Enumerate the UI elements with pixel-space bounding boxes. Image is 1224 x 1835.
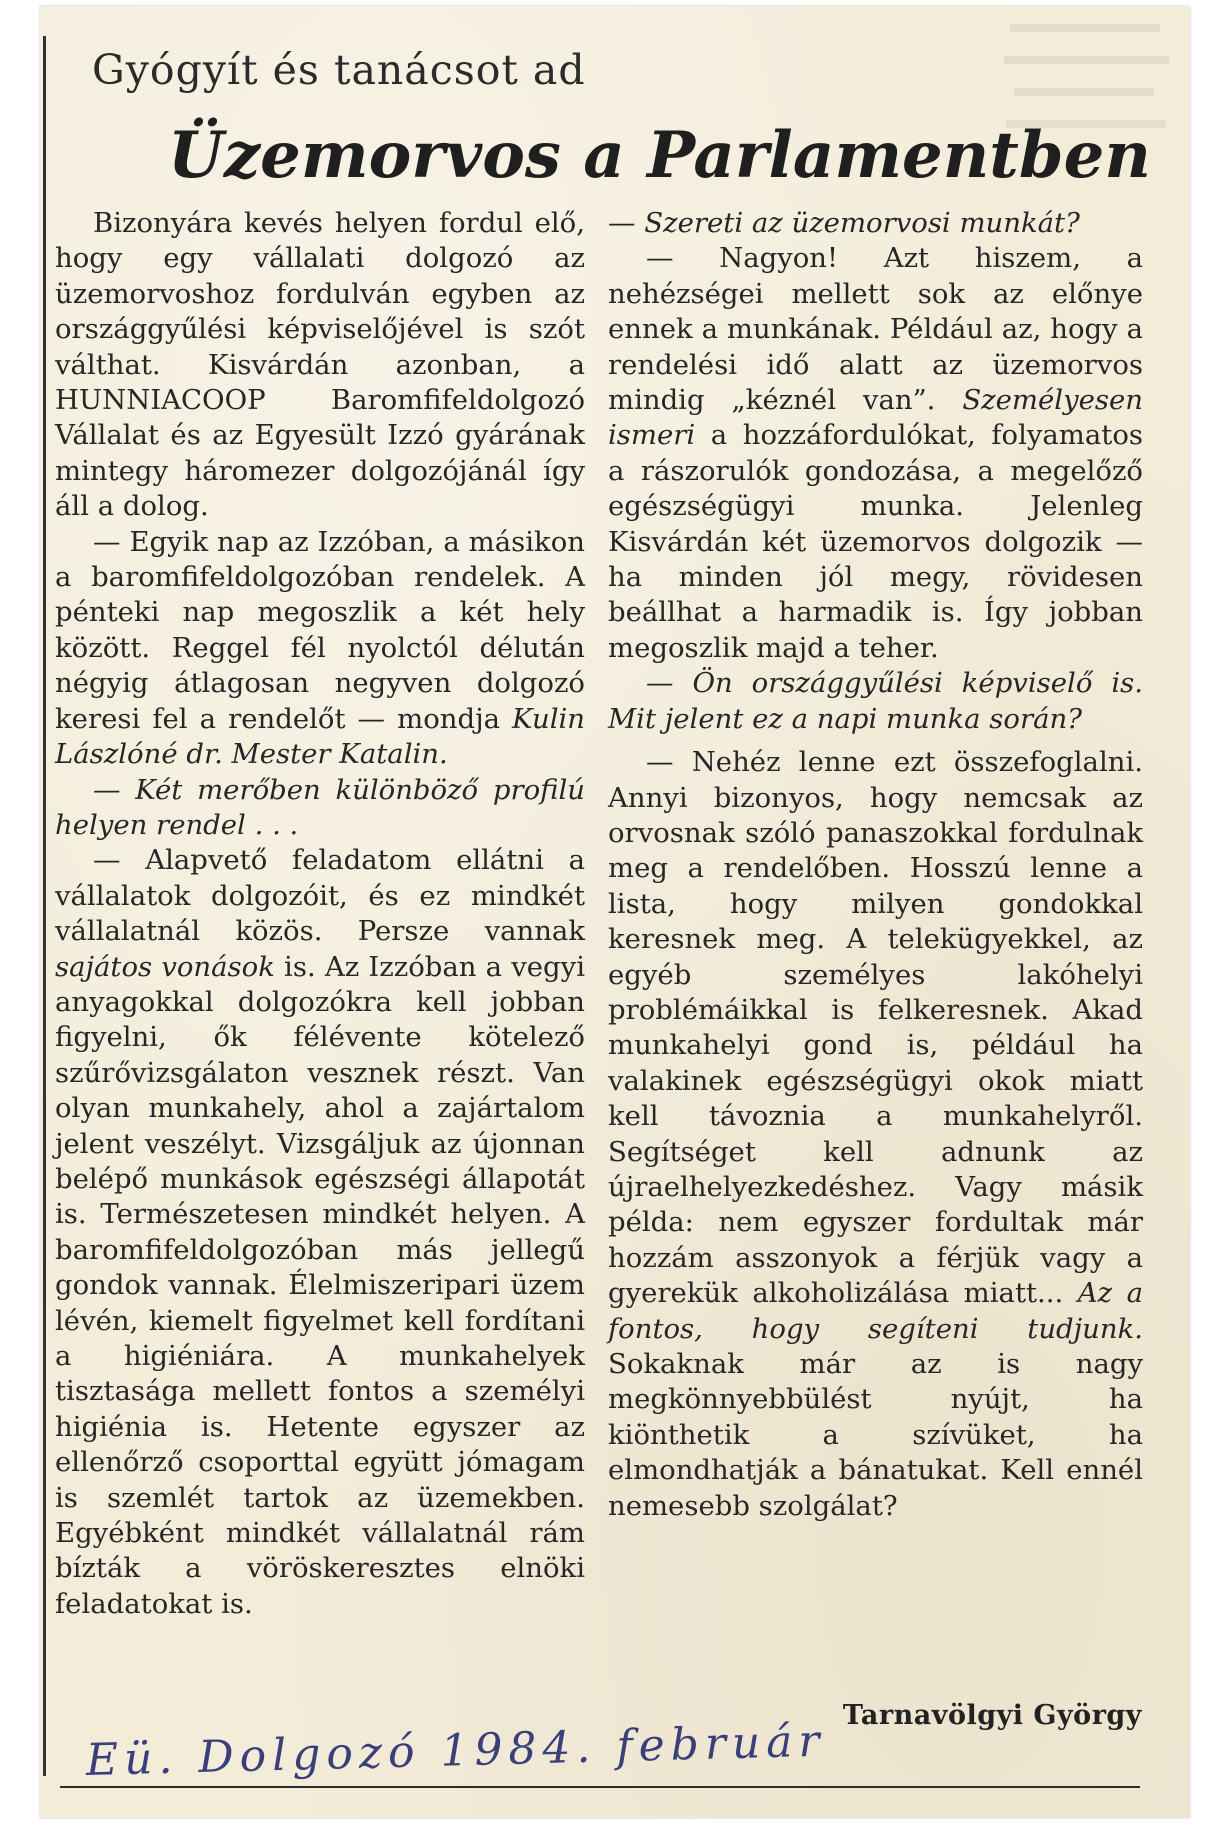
- handwritten-source-note: Eü. Dolgozó 1984. február: [85, 1715, 827, 1786]
- answer-4-emphasis: Az a fontos, hogy segíteni tudjunk.: [608, 1277, 1143, 1345]
- doctor-name: Kulin Lászlóné dr. Mester Katalin.: [55, 702, 585, 771]
- left-column-rule: [43, 36, 46, 1776]
- answer-2-part-b: is. Az Izzóban a vegyi anyagokkal dolgozókra kell jobban figyelni, ők félévente kötelező szűrővizsgálaton vesznek részt. Van olyan munkahely, ahol a zajártalom jelent veszélyt. Vizsgáljuk az újonnan belépő munkások egészségi állapotát is. Természetesen mindkét helyen. A baromfifeldolgozóban más jellegű gondok vannak. Élelmiszeripari üzem lévén, kiemelt figyelmet kell fordítani a higiéniára. A munkahelyek tisztasága mellett fontos a személyi higiénia is. Hetente egyszer az ellenőrző csoporttal együtt jómagam is szemlét tartok az üzemekben. Egyébként mindkét vállalatnál rám bízták a vöröskeresztes elnöki feladatokat is.: [55, 950, 585, 1620]
- question-1: [55, 773, 585, 844]
- left-column: [55, 206, 585, 1622]
- answer-2-emphasis: sajátos vonások: [55, 950, 275, 983]
- answer-3-part-a: — Nagyon! Azt hiszem, a nehézségei mellett sok az előnye ennek a munkának. Például az, hogy a rendelési idő alatt az üzemorvos mindig „kéznél van”.: [608, 242, 1143, 417]
- question-2: [608, 206, 1143, 241]
- question-3-text: — Ön országgyűlési képviselő is. Mit jelent ez a napi munka során?: [608, 667, 1143, 735]
- right-column: [608, 206, 1143, 1524]
- answer-2-part-a: — Alapvető feladatom ellátni a vállalatok dolgozóit, és ez mindkét vállalatnál közös. Persze vannak: [55, 844, 585, 948]
- paragraph-answer-3: [608, 241, 1143, 666]
- answer-4-part-a: — Nehéz lenne ezt összefoglalni. Annyi bizonyos, hogy nemcsak az orvosnak szóló panaszokkal fordulnak meg a rendelőben. Hosszú lenne a lista, hogy milyen gondokkal keresnek meg. A telekügyekkel, az egyéb személyes lakóhelyi problémáikkal is felkeresnek. Akad munkahelyi gond is, például ha valakinek egészségügyi okok miatt kell távoznia a munkahelyről. Segítséget kell adnunk az újraelhelyezkedéshez. Vagy másik példa: nem egyszer fordultak már hozzám asszonyok a férjük vagy a gyerekük alkoholizálása miatt...: [608, 746, 1143, 1310]
- article-byline: Tarnavölgyi György: [842, 1700, 1142, 1731]
- paragraph-intro: Bizonyára kevés helyen fordul elő, hogy egy vállalati dolgozó az üzemorvoshoz fordulván egyben az országgyűlési képviselőjével is szót válthat. Kisvárdán azonban, a HUNNIACOOP Baromfifeldolgozó Vállalat és az Egyesült Izzó gyárának mintegy háromezer dolgozójánál így áll a dolog.: [55, 207, 585, 523]
- article-headline: Üzemorvos a Parlamentben: [168, 118, 1151, 193]
- question-2-text: — Szereti az üzemorvosi munkát?: [608, 207, 1080, 239]
- bottom-rule: [60, 1786, 1140, 1788]
- paragraph-answer-4: [608, 745, 1143, 1524]
- answer-4-part-b: Sokaknak már az is nagy megkönnyebbülést nyújt, ha kiönthetik a szívüket, ha elmondhatják a bánatukat. Kell ennél nemesebb szolgálat?: [608, 1348, 1143, 1522]
- paragraph-answer-1: [55, 525, 585, 773]
- question-1-text: — Két merőben különböző profilú helyen rendel . . .: [55, 773, 585, 841]
- paragraph-answer-2: [55, 843, 585, 1622]
- answer-1-text: — Egyik nap az Izzóban, a másikon a baromfifeldolgozóban rendelek. A pénteki nap megoszlik a két hely között. Reggel fél nyolctól délután négyig átlagosan negyven dolgozó keresi fel a rendelőt — mondja: [55, 525, 585, 735]
- answer-3-emphasis: Személyesen ismeri: [608, 384, 1143, 452]
- article-kicker: Gyógyít és tanácsot ad: [92, 46, 586, 94]
- answer-3-part-b: a hozzáfordulókat, folyamatos a rászorulók gondozása, a megelőző egészségügyi munka. Jelenleg Kisvárdán két üzemorvos dolgozik — ha minden jól megy, rövidesen beállhat a harmadik is. Így jobban megoszlik majd a teher.: [608, 419, 1143, 664]
- question-3: [608, 666, 1143, 737]
